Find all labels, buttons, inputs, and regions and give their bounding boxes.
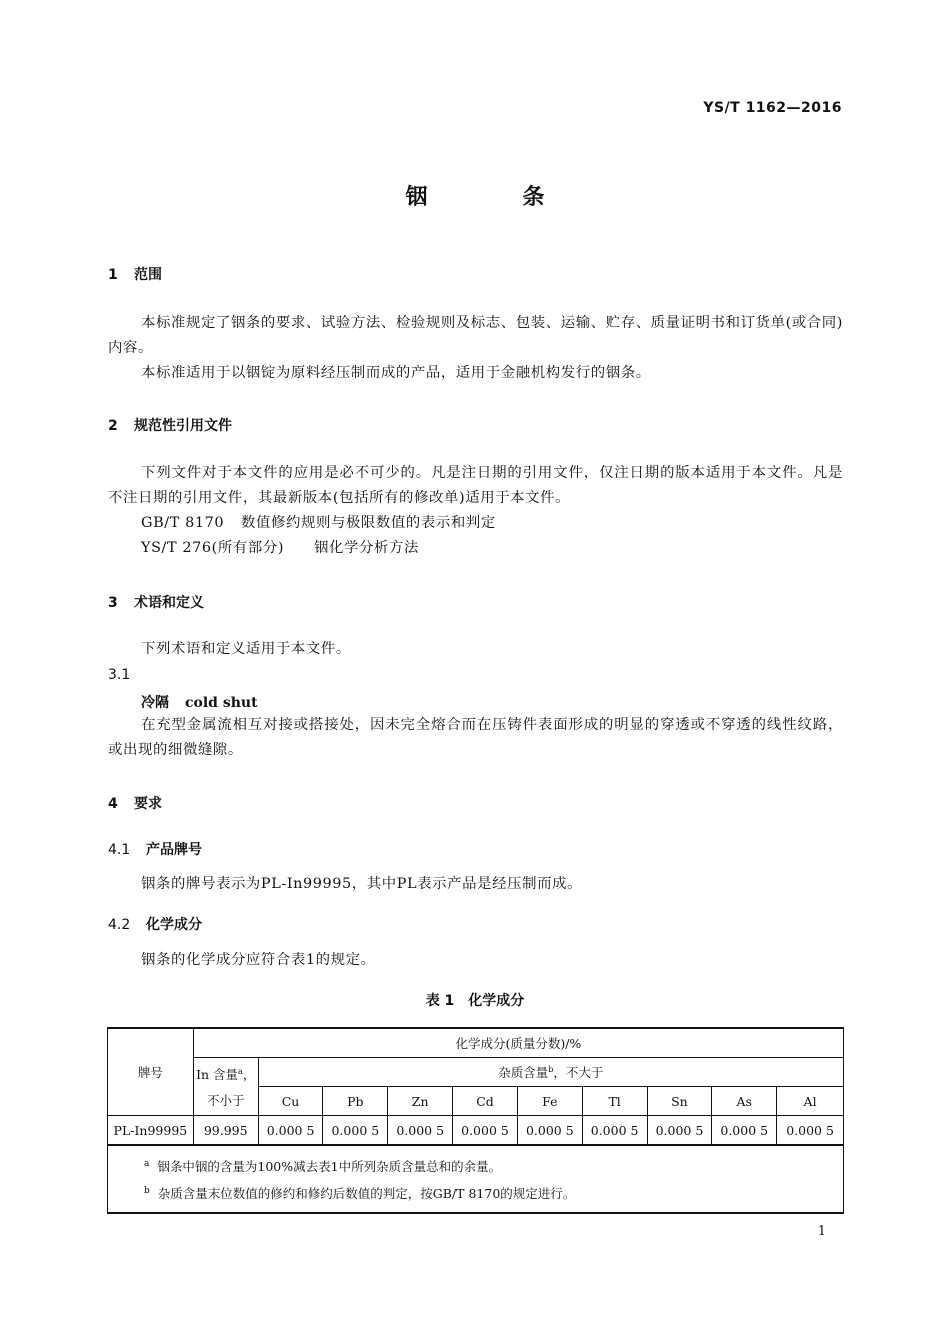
element-header: Tl <box>582 1087 647 1116</box>
table-note: $^a$ 铟条中铟的含量为100%减去表1中所列杂质含量总和的余量。 <box>144 1159 502 1175</box>
section-3-para-1: 下列术语和定义适用于本文件。 <box>141 641 351 657</box>
impurity-cell: 0.000 5 <box>388 1116 453 1146</box>
col-group-header: 化学成分(质量分数)/% <box>193 1028 843 1058</box>
term-name: 冷隔 cold shut <box>141 695 258 711</box>
impurity-cell: 0.000 5 <box>258 1116 323 1146</box>
section-2-para-1: 下列文件对于本文件的应用是必不可少的。凡是注日期的引用文件，仅注日期的版本适用于本文件。凡是不注日期的引用文件，其最新版本(包括所有的修改单)适用于本文件。 <box>108 465 843 506</box>
element-header: Zn <box>388 1087 453 1116</box>
impurity-cell: 0.000 5 <box>517 1116 582 1146</box>
chemical-composition-table <box>107 1027 844 1214</box>
term-definition: 在充型金属流相互对接或搭接处，因未完全熔合而在压铸件表面形成的明显的穿透或不穿透的线性纹路，或出现的细微缝隙。 <box>108 717 843 758</box>
section-4-1-heading: 4.1 产品牌号 <box>108 842 202 858</box>
impurity-cell: 0.000 5 <box>712 1116 777 1146</box>
section-1-para-1: 本标准规定了铟条的要求、试验方法、检验规则及标志、包装、运输、贮存、质量证明书和订货单(或合同)内容。 <box>108 315 844 356</box>
section-1-heading: 1 范围 <box>108 267 162 283</box>
col-in-header: In 含量$^a$，不小于 <box>193 1058 258 1116</box>
section-1-para-2: 本标准适用于以铟锭为原料经压制而成的产品，适用于金融机构发行的铟条。 <box>141 365 651 381</box>
section-4-heading: 4 要求 <box>108 796 162 812</box>
col-impurity-header: 杂质含量$^b$，不大于 <box>258 1058 843 1087</box>
in-value-cell: 99.995 <box>193 1116 258 1146</box>
element-header: Sn <box>647 1087 712 1116</box>
brand-cell: PL-In99995 <box>108 1116 194 1146</box>
section-3-heading: 3 术语和定义 <box>108 595 204 611</box>
table-notes <box>108 1145 844 1213</box>
table-note: $^b$ 杂质含量末位数值的修约和修约后数值的判定，按GB/T 8170的规定进行。 <box>144 1186 576 1202</box>
section-2-heading: 2 规范性引用文件 <box>108 418 232 434</box>
table-row <box>108 1116 844 1146</box>
element-header: Fe <box>517 1087 582 1116</box>
impurity-cell: 0.000 5 <box>647 1116 712 1146</box>
element-header: Al <box>777 1087 844 1116</box>
page-number: 1 <box>817 1224 826 1239</box>
normative-reference: YS/T 276(所有部分) 铟化学分析方法 <box>141 540 419 556</box>
section-4-2-heading: 4.2 化学成分 <box>108 917 202 933</box>
section-4-1-para: 铟条的牌号表示为PL-In99995，其中PL表示产品是经压制而成。 <box>141 876 583 892</box>
section-4-2-para: 铟条的化学成分应符合表1的规定。 <box>141 952 376 968</box>
standard-code: YS/T 1162—2016 <box>703 100 842 116</box>
document-title <box>0 180 950 211</box>
title-char-1: 铟 <box>405 185 428 210</box>
element-header: Cu <box>258 1087 323 1116</box>
impurity-cell: 0.000 5 <box>582 1116 647 1146</box>
term-number: 3.1 <box>108 667 131 683</box>
element-header: As <box>712 1087 777 1116</box>
impurity-cell: 0.000 5 <box>777 1116 844 1146</box>
table-caption: 表 1 化学成分 <box>425 993 525 1009</box>
col-brand-header: 牌号 <box>108 1028 194 1116</box>
impurity-cell: 0.000 5 <box>323 1116 388 1146</box>
normative-reference: GB/T 8170 数值修约规则与极限数值的表示和判定 <box>141 515 496 531</box>
element-header: Pb <box>323 1087 388 1116</box>
title-char-2: 条 <box>522 185 545 210</box>
impurity-cell: 0.000 5 <box>453 1116 518 1146</box>
element-header: Cd <box>453 1087 518 1116</box>
